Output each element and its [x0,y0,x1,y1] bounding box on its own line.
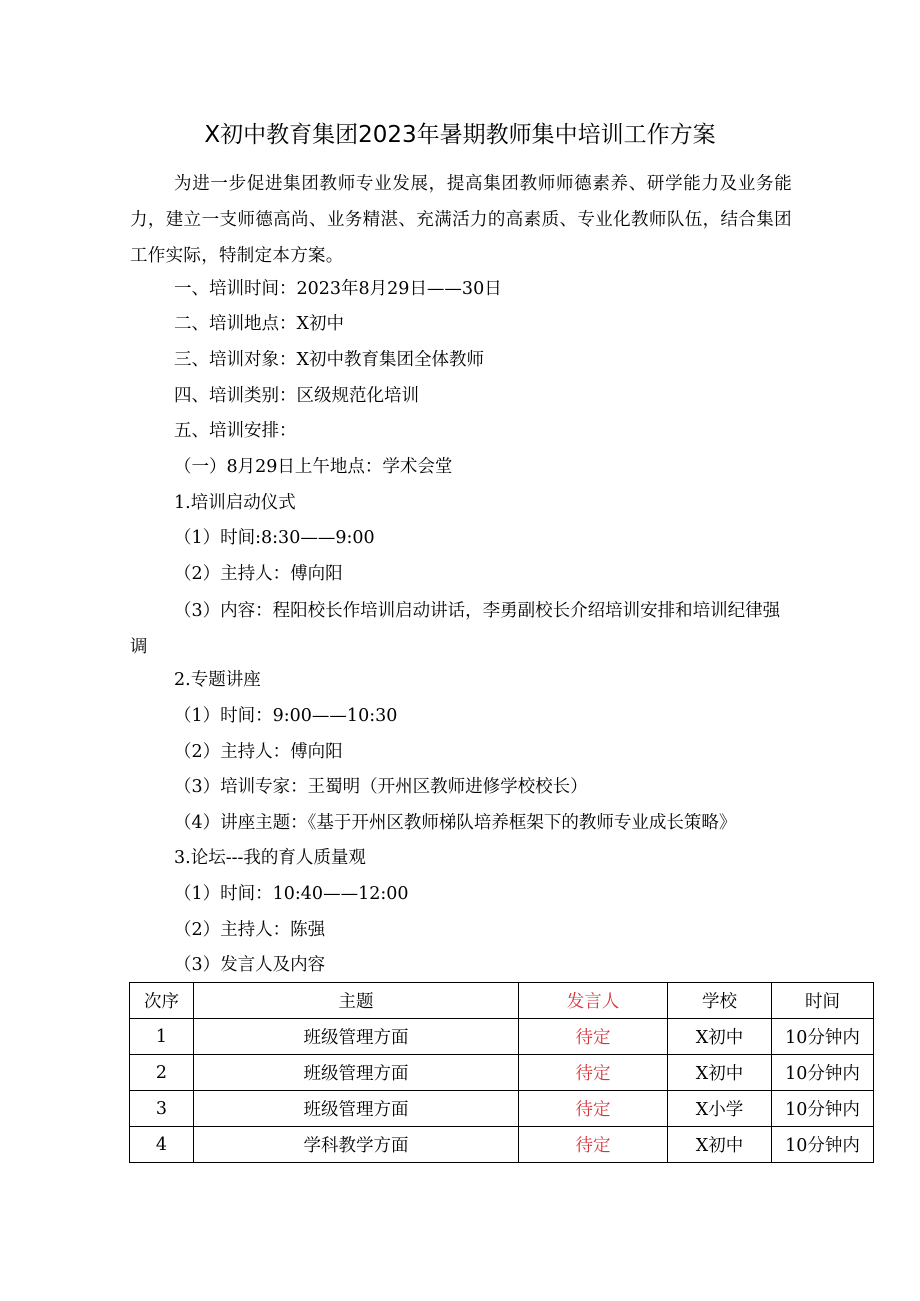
header-topic: 主题 [194,983,519,1019]
table-row [130,1055,874,1091]
item2-topic: （4）讲座主题：《基于开州区教师梯队培养框架下的教师专业成长策略》 [174,813,737,833]
cell-duration: 10分钟内 [772,1127,874,1163]
table-row [130,1091,874,1127]
intro-paragraph: 为进一步促进集团教师专业发展，提高集团教师师德素养、研学能力及业务能力，建立一支师德高尚、业务精湛、充满活力的高素质、专业化教师队伍，结合集团工作实际，特制定本方案。 [130,174,792,266]
cell-topic: 班级管理方面 [194,1055,519,1091]
item1-time: （1）时间:8:30——9:00 [174,528,375,548]
cell-speaker: 待定 [519,1055,668,1091]
section-training-place: 二、培训地点：X初中 [174,314,344,334]
section-training-arrangement: 五、培训安排： [174,421,297,441]
document-title: X初中教育集团2023年暑期教师集中培训工作方案 [204,122,716,148]
cell-school: X小学 [668,1091,772,1127]
cell-order: 3 [130,1091,194,1127]
cell-speaker: 待定 [519,1019,668,1055]
item2-title: 2.专题讲座 [174,670,261,690]
cell-speaker: 待定 [519,1091,668,1127]
cell-school: X初中 [668,1019,772,1055]
speakers-table [129,982,874,1163]
item1-content: （3）内容：程阳校长作培训启动讲话，李勇副校长介绍培训安排和培训纪律强调 [130,601,781,657]
cell-school: X初中 [668,1127,772,1163]
day1-morning-heading: （一）8月29日上午地点：学术会堂 [174,457,453,477]
item2-host: （2）主持人：傅向阳 [174,742,343,762]
table-header-row [130,983,874,1019]
header-speaker: 发言人 [519,983,668,1019]
cell-duration: 10分钟内 [772,1019,874,1055]
cell-speaker: 待定 [519,1127,668,1163]
cell-duration: 10分钟内 [772,1055,874,1091]
item3-speakers-label: （3）发言人及内容 [174,955,326,975]
table-row [130,1019,874,1055]
item1-title: 1.培训启动仪式 [174,493,296,513]
cell-topic: 学科教学方面 [194,1127,519,1163]
cell-topic: 班级管理方面 [194,1091,519,1127]
item3-host: （2）主持人：陈强 [174,920,326,940]
cell-duration: 10分钟内 [772,1091,874,1127]
section-training-time: 一、培训时间：2023年8月29日——30日 [174,279,502,299]
item1-host: （2）主持人：傅向阳 [174,564,343,584]
item3-time: （1）时间：10:40——12:00 [174,884,409,904]
item2-expert: （3）培训专家：王蜀明（开州区教师进修学校校长） [174,777,588,797]
section-training-category: 四、培训类别：区级规范化培训 [174,386,419,406]
cell-order: 1 [130,1019,194,1055]
item3-title: 3.论坛---我的育人质量观 [174,848,366,868]
cell-topic: 班级管理方面 [194,1019,519,1055]
table-row [130,1127,874,1163]
cell-order: 4 [130,1127,194,1163]
cell-order: 2 [130,1055,194,1091]
cell-school: X初中 [668,1055,772,1091]
header-duration: 时间 [772,983,874,1019]
item2-time: （1）时间：9:00——10:30 [174,706,398,726]
section-training-target: 三、培训对象：X初中教育集团全体教师 [174,350,484,370]
header-order: 次序 [130,983,194,1019]
header-school: 学校 [668,983,772,1019]
